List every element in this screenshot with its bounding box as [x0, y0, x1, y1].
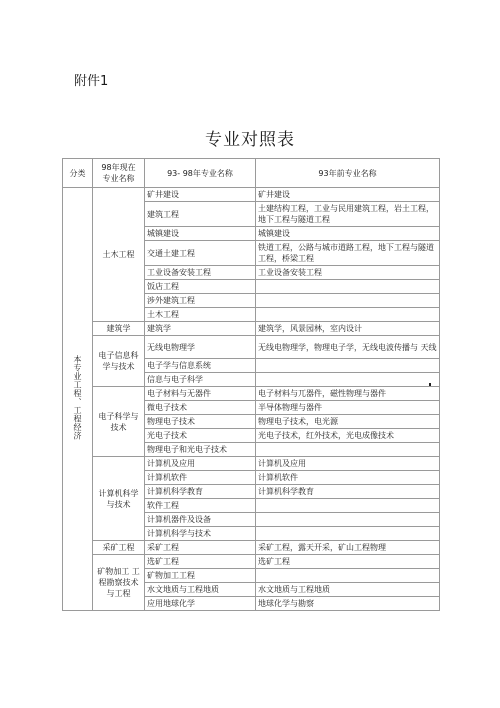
cell-pre93: 无线电物理学，物理电子学，无线电波传播与 天线	[256, 336, 440, 359]
cell-93-98: 软件工程	[145, 499, 256, 513]
table-row	[63, 541, 440, 555]
group-jisuanji: 计算机科学与技术	[93, 457, 145, 541]
table-row	[63, 387, 440, 401]
cell-pre93: 矿井建设	[256, 188, 440, 202]
cell-93-98: 物理电子和光电子技术	[145, 443, 256, 457]
table-row	[63, 555, 440, 569]
comparison-table	[62, 158, 440, 611]
table-row	[63, 336, 440, 359]
cell-93-98: 工业设备安装工程	[145, 266, 256, 280]
table-row	[63, 188, 440, 202]
cell-93-98: 电子材料与无器件	[145, 387, 256, 401]
cell-93-98: 计算机器件及设备	[145, 513, 256, 527]
cell-pre93: 地球化学与勘察	[256, 597, 440, 611]
cell-pre93	[256, 294, 440, 308]
cell-93-98: 城镇建设	[145, 227, 256, 241]
category-cell	[63, 188, 93, 611]
annex-label: 附件1	[74, 74, 109, 89]
group-tumu: 土木工程	[93, 188, 145, 322]
cell-93-98: 光电子技术	[145, 429, 256, 443]
category-label: 本专业工程、工程经济	[73, 355, 82, 440]
cell-pre93	[256, 527, 440, 541]
cell-93-98: 建筑工程	[145, 202, 256, 227]
cell-pre93: 工业设备安装工程	[256, 266, 440, 280]
cell-pre93: 光电子技术，红外技术，光电成像技术	[256, 429, 440, 443]
cell-93-98: 电子学与信息系统	[145, 359, 256, 373]
cell-pre93: 土建结构工程，工业与民用建筑工程，岩土工程，地下工程与隧道工程	[256, 202, 440, 227]
stray-mark	[429, 383, 431, 386]
cell-pre93: 城镇建设	[256, 227, 440, 241]
cell-pre93: 计算机及应用	[256, 457, 440, 471]
cell-93-98: 交通土建工程	[145, 241, 256, 266]
cell-93-98: 计算机软件	[145, 471, 256, 485]
cell-pre93	[256, 280, 440, 294]
cell-93-98: 应用地球化学	[145, 597, 256, 611]
cell-93-98: 饭店工程	[145, 280, 256, 294]
cell-pre93: 计算机软件	[256, 471, 440, 485]
cell-93-98: 建筑学	[145, 322, 256, 336]
cell-93-98: 水文地质与工程地质	[145, 583, 256, 597]
cell-pre93: 采矿工程，露天开采，矿山工程物理	[256, 541, 440, 555]
cell-93-98: 矿物加工工程	[145, 569, 256, 583]
group-dianzi-xinxi: 电子信息科学与技术	[93, 336, 145, 387]
cell-pre93: 建筑学，风景园林，室内设计	[256, 322, 440, 336]
cell-93-98: 物理电子技术	[145, 415, 256, 429]
group-dianzi-kexue: 电子科学与技术	[93, 387, 145, 457]
table-row	[63, 457, 440, 471]
cell-pre93	[256, 499, 440, 513]
group-jianzhu: 建筑学	[93, 322, 145, 336]
cell-93-98: 计算机及应用	[145, 457, 256, 471]
cell-pre93: 半导体物理与器件	[256, 401, 440, 415]
cell-pre93: 选矿工程	[256, 555, 440, 569]
cell-pre93	[256, 513, 440, 527]
cell-pre93: 计算机科学教育	[256, 485, 440, 499]
cell-pre93	[256, 359, 440, 373]
header-row	[63, 159, 440, 188]
cell-pre93: 电子材料与兀器件，磁性物理与器件	[256, 387, 440, 401]
cell-pre93	[256, 308, 440, 322]
cell-93-98: 微电子技术	[145, 401, 256, 415]
header-current: 98年现在 专业名称	[93, 159, 145, 188]
header-category: 分类	[63, 159, 93, 188]
header-pre93: 93年前专业名称	[256, 159, 440, 188]
group-kuangwu: 矿物加工 工程勘察技术与工程	[93, 555, 145, 611]
cell-pre93	[256, 373, 440, 387]
cell-93-98: 涉外建筑工程	[145, 294, 256, 308]
header-93-98: 93- 98年专业名称	[145, 159, 256, 188]
cell-93-98: 选矿工程	[145, 555, 256, 569]
cell-93-98: 矿井建设	[145, 188, 256, 202]
cell-93-98: 土木工程	[145, 308, 256, 322]
cell-93-98: 计算机科学与技术	[145, 527, 256, 541]
page-title: 专业对照表	[205, 130, 295, 150]
cell-pre93: 物理电子技术，电光源	[256, 415, 440, 429]
cell-pre93	[256, 443, 440, 457]
group-caikuang: 采矿工程	[93, 541, 145, 555]
cell-pre93: 铁道工程，公路与城市道路工程，地下工程与隧道工程，桥梁工程	[256, 241, 440, 266]
cell-pre93	[256, 569, 440, 583]
cell-93-98: 无线电物理学	[145, 336, 256, 359]
table-row	[63, 322, 440, 336]
cell-pre93: 水文地质与工程地质	[256, 583, 440, 597]
cell-93-98: 计算机科学教育	[145, 485, 256, 499]
cell-93-98: 信息与电子科学	[145, 373, 256, 387]
cell-93-98: 采矿工程	[145, 541, 256, 555]
